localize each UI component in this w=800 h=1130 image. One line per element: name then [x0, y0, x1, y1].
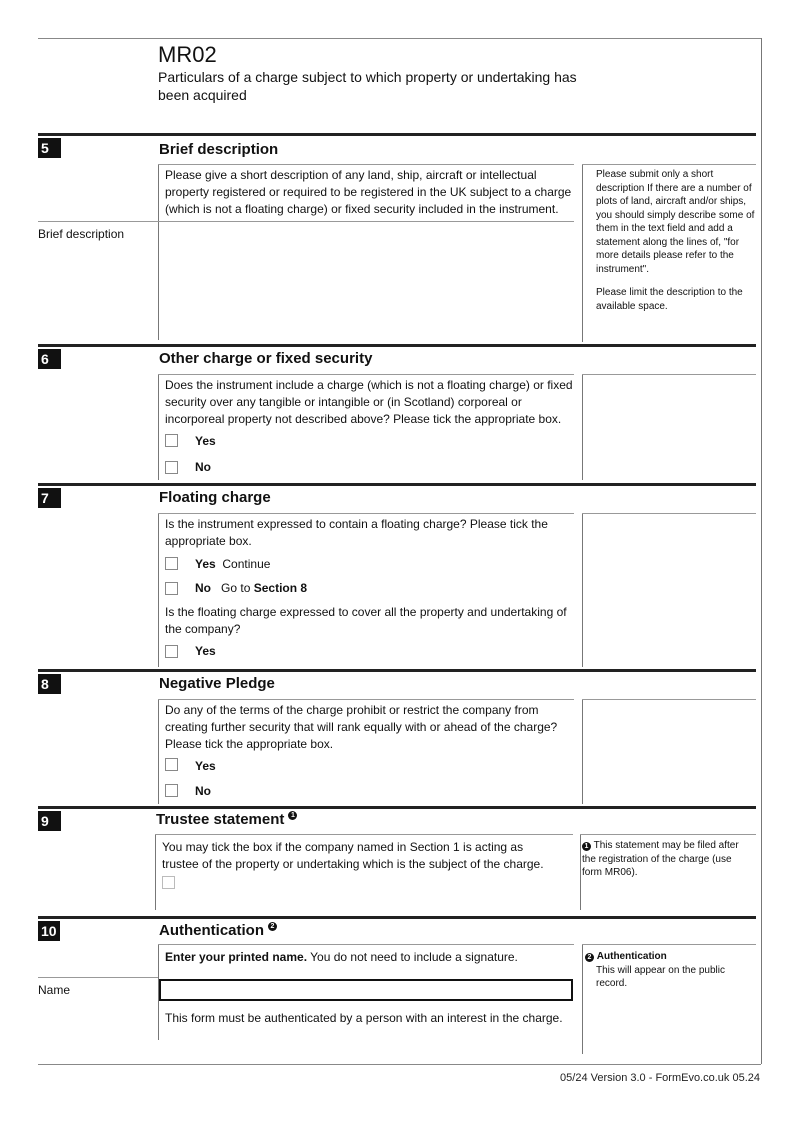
s6-side-line — [582, 374, 583, 480]
s10-footer-text: This form must be authenticated by a person with an interest in the charge. — [165, 1011, 563, 1025]
s8-question: Do any of the terms of the charge prohibit or restrict the company from creating further security that will rank equally with or ahead of the charge? Please tick the appropriate box. — [165, 703, 558, 751]
s6-yes-checkbox[interactable] — [165, 434, 178, 447]
brief-description-field[interactable] — [159, 222, 574, 340]
section-8-title: Negative Pledge — [159, 675, 275, 692]
s6-top-line — [158, 374, 574, 375]
form-title: Particulars of a charge subject to which property or undertaking has been acquired — [158, 69, 577, 103]
s7-top-line — [158, 513, 574, 514]
note-2-marker: 2 — [268, 922, 277, 931]
s10-side-note: 2 Authentication This will appear on the public record. — [585, 950, 755, 991]
s6-yes-label: Yes — [195, 434, 216, 448]
section-6-number: 6 — [38, 349, 61, 369]
s5-field-label: Brief description — [38, 227, 125, 241]
s7-no-checkbox[interactable] — [165, 582, 178, 595]
name-field-label: Name — [38, 983, 71, 997]
s8-yes-label: Yes — [195, 759, 216, 773]
s5-side-top — [582, 164, 756, 165]
s8-side-line — [582, 699, 583, 804]
s10-name-line — [38, 977, 158, 978]
s5-instruction: Please give a short description of any land, ship, aircraft or intellectual property registered or required to be registered in the UK subject to a charge (which is not a floating charge) or fixed security included in the instrument. — [165, 168, 572, 216]
s9-left-line — [155, 834, 156, 910]
s7-yes-label: Yes Continue — [195, 557, 271, 571]
s5-top-line — [158, 164, 574, 165]
s6-question: Does the instrument include a charge (which is not a floating charge) or fixed security over any tangible or intangible or (in Scotland) corporeal or incorporeal property not described above? Please tick the appropriate box. — [165, 378, 573, 426]
s8-no-checkbox[interactable] — [165, 784, 178, 797]
s7-question: Is the instrument expressed to contain a floating charge? Please tick the appropriate box. — [165, 517, 548, 548]
s10-side-top — [582, 944, 756, 945]
s8-left-line — [158, 699, 159, 804]
s9-top-line — [155, 834, 573, 835]
s7-yes2-checkbox[interactable] — [165, 645, 178, 658]
form-code: MR02 — [158, 42, 217, 67]
section-5-rule — [38, 133, 756, 136]
s6-side-top — [582, 374, 756, 375]
s7-no-label: No Go to Section 8 — [195, 581, 308, 595]
section-7-number: 7 — [38, 488, 61, 508]
section-5-number: 5 — [38, 138, 61, 158]
s6-left-line — [158, 374, 159, 480]
s7-yes-checkbox[interactable] — [165, 557, 178, 570]
section-7-rule — [38, 483, 756, 486]
section-10-rule — [38, 916, 756, 919]
s10-side-line — [582, 944, 583, 1054]
section-6-title: Other charge or fixed security — [159, 350, 373, 367]
s6-no-checkbox[interactable] — [165, 461, 178, 474]
s7-question-2: Is the floating charge expressed to cover all the property and undertaking of the company? — [165, 605, 567, 636]
section-10-number: 10 — [38, 921, 60, 941]
s8-top-line — [158, 699, 574, 700]
s9-text: You may tick the box if the company named in Section 1 is acting as trustee of the property or undertaking which is the subject of the charge. — [162, 840, 544, 871]
s9-side-note: 1 This statement may be filed after the registration of the charge (use form MR06). — [582, 840, 739, 878]
section-6-rule — [38, 344, 756, 347]
note-2-icon: 2 — [585, 953, 594, 962]
s9-side-line — [580, 834, 581, 910]
note-1-icon: 1 — [582, 842, 591, 851]
s9-side-top — [580, 834, 756, 835]
section-8-number: 8 — [38, 674, 61, 694]
s7-left-line — [158, 513, 159, 667]
s10-instruction: Enter your printed name. You do not need to include a signature. — [165, 950, 518, 964]
s7-yes2-label: Yes — [195, 644, 216, 658]
section-9-rule — [38, 806, 756, 809]
section-9-title: Trustee statement $^1$ — [156, 811, 297, 828]
s7-side-line — [582, 513, 583, 667]
bottom-border — [38, 1064, 761, 1065]
note-1-marker: 1 — [288, 811, 297, 820]
trustee-checkbox[interactable] — [162, 876, 175, 889]
s7-side-top — [582, 513, 756, 514]
name-input[interactable] — [159, 979, 573, 1001]
section-5-title: Brief description — [159, 141, 279, 158]
footer-version: 05/24 Version 3.0 - FormEvo.co.uk 05.24 — [560, 1072, 760, 1084]
section-10-title: Authentication $^2$ — [159, 922, 277, 939]
top-border — [38, 38, 761, 39]
section-8-rule — [38, 669, 756, 672]
s8-side-top — [582, 699, 756, 700]
s8-yes-checkbox[interactable] — [165, 758, 178, 771]
section-9-number: 9 — [38, 811, 61, 831]
section-7-title: Floating charge — [159, 489, 271, 506]
s5-side-line — [582, 164, 583, 342]
s8-no-label: No — [195, 784, 211, 798]
s5-side-note-1: Please submit only a short description If there are a number of plots of land, aircraft and/or ships, you should simply describe some of them in the text field and add a statement along the lines of, "for more details please refer to the instrument". — [596, 169, 755, 275]
right-border — [761, 38, 762, 1064]
s6-no-label: No — [195, 460, 211, 474]
s10-top-line — [158, 944, 574, 945]
s5-side-note-2: Please limit the description to the available space. — [596, 287, 743, 312]
